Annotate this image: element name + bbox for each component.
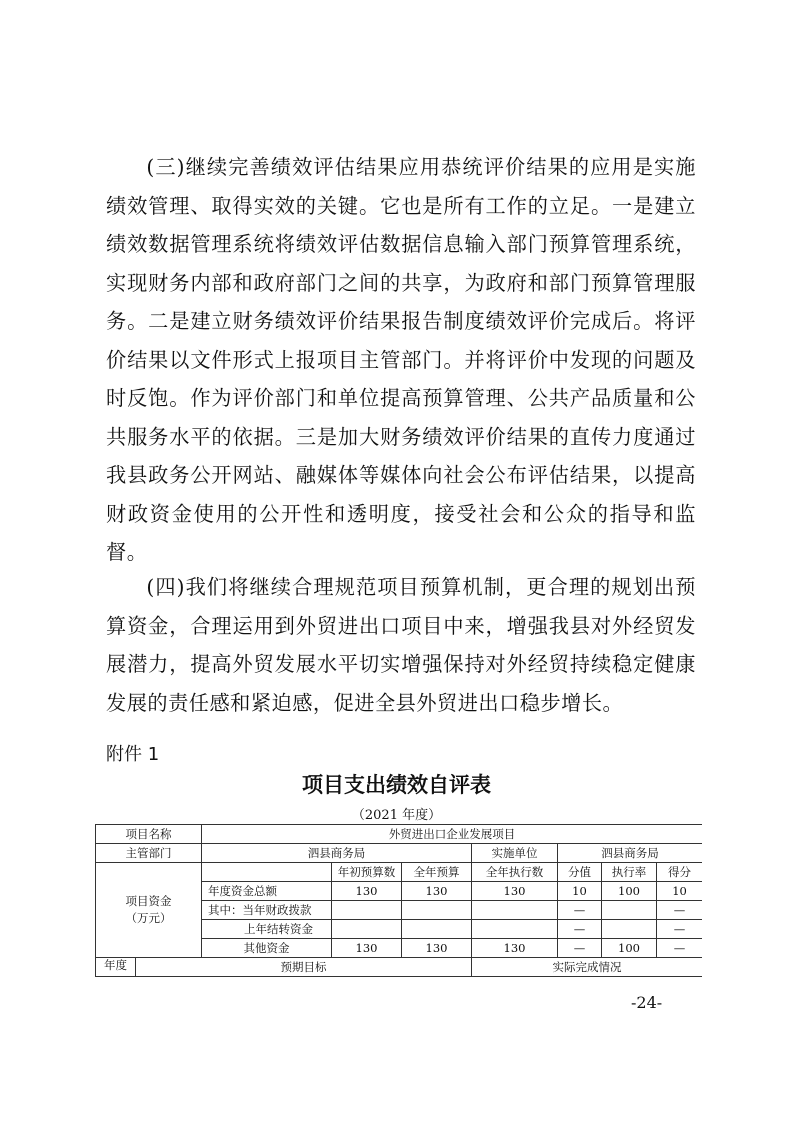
row-label: 其他资金: [202, 939, 332, 958]
impl-value: 泗县商务局: [558, 844, 703, 863]
project-name-label: 项目名称: [96, 825, 202, 844]
row-annual: [402, 901, 472, 920]
row-initial: [332, 920, 402, 939]
table-title: 项目支出绩效自评表: [302, 773, 491, 797]
row-executed: 130: [472, 939, 558, 958]
row-executed: 130: [472, 882, 558, 901]
actual-completion-header: 实际完成情况: [472, 958, 703, 977]
header-score-value: 分值: [558, 863, 602, 882]
row-annual: 130: [402, 939, 472, 958]
row-rate: [602, 901, 657, 920]
row-score: 10: [657, 882, 703, 901]
page-number: -24-: [631, 993, 663, 1012]
table-row: [96, 863, 703, 882]
performance-table: [95, 824, 702, 987]
funds-label-2: （万元）: [125, 911, 172, 925]
header-blank: [202, 863, 332, 882]
row-annual: [402, 920, 472, 939]
row-score-value: —: [558, 920, 602, 939]
row-score-value: 10: [558, 882, 602, 901]
attachment-label: 附件 1: [106, 744, 160, 765]
table-row: [96, 844, 703, 863]
goal-label: 年度: [96, 958, 136, 977]
body-paragraph-1: (三)继续完善绩效评估结果应用恭统评价结果的应用是实施绩效管理、取得实效的关键。它也是所有工作的立足。一是建立绩效数据管理系统将绩效评估数据信息输入部门预算管理系统，实现财务内部和政府部门之间的共享，为政府和部门预算管理服务。二是建立财务绩效评价结果报告制度绩效评价完成后。将评价结果以文件形式上报项目主管部门。并将评价中发现的问题及时反饱。作为评价部门和单位提高预算管理、公共产品质量和公共服务水平的依据。三是加大财务绩效评价结果的直传力度通过我县政务公开网站、融媒体等媒体向社会公布评估结果，以提高财政资金使用的公开性和透明度，接受社会和公众的指导和监督。: [106, 155, 696, 564]
row-label: 上年结转资金: [202, 920, 332, 939]
header-score: 得分: [657, 863, 703, 882]
impl-label: 实施单位: [472, 844, 558, 863]
row-score: —: [657, 901, 703, 920]
header-annual-execution: 全年执行数: [472, 863, 558, 882]
dept-value: 泗县商务局: [202, 844, 472, 863]
row-initial: 130: [332, 882, 402, 901]
row-score-value: —: [558, 901, 602, 920]
body-paragraph-2: (四)我们将继续合理规范项目预算机制，更合理的规划出预算资金，合理运用到外贸进出口项目中来，增强我县对外经贸发展潜力，提高外贸发展水平切实增强保持对外经贸持续稳定健康发展的责任感和紧迫感，促进全县外贸进出口稳步增长。: [106, 575, 696, 715]
row-label: 年度资金总额: [202, 882, 332, 901]
row-score-value: —: [558, 939, 602, 958]
row-label: 其中：当年财政拨款: [202, 901, 332, 920]
row-rate: 100: [602, 939, 657, 958]
header-initial-budget: 年初预算数: [332, 863, 402, 882]
dept-label: 主管部门: [96, 844, 202, 863]
table-subtitle: （2021 年度）: [351, 808, 442, 823]
row-executed: [472, 920, 558, 939]
row-annual: 130: [402, 882, 472, 901]
table-row: [96, 825, 703, 844]
row-initial: 130: [332, 939, 402, 958]
expected-goal-header: 预期目标: [136, 958, 472, 977]
funds-label-1: 项目资金: [125, 894, 172, 908]
row-score: —: [657, 939, 703, 958]
project-name-value: 外贸进出口企业发展项目: [202, 825, 703, 844]
header-annual-budget: 全年预算: [402, 863, 472, 882]
row-score: —: [657, 920, 703, 939]
funds-label-cell: [96, 863, 202, 958]
row-initial: [332, 901, 402, 920]
row-rate: 100: [602, 882, 657, 901]
header-exec-rate: 执行率: [602, 863, 657, 882]
row-rate: [602, 920, 657, 939]
row-executed: [472, 901, 558, 920]
table-row: [96, 958, 703, 977]
